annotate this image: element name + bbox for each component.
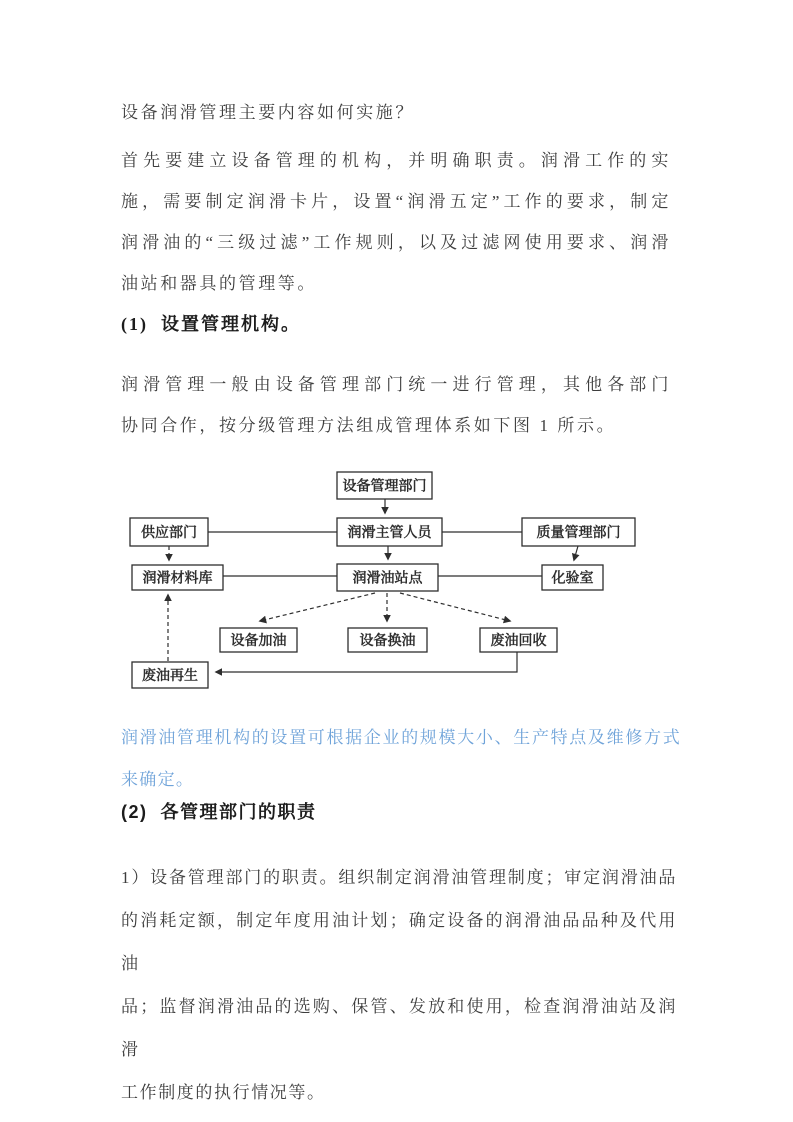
edge-oil-station-to-recovery <box>400 593 510 621</box>
node-material-store <box>132 565 223 590</box>
node-label: 润滑主管人员 <box>347 526 432 541</box>
edge-quality-to-lab <box>574 546 578 560</box>
node-waste-oil-recovery <box>480 628 557 652</box>
intro-paragraph <box>121 140 671 304</box>
text-line: 油站和器具的管理等。 <box>121 274 317 293</box>
node-label: 润滑材料库 <box>142 571 213 587</box>
node-label: 质量管理部门 <box>536 526 621 541</box>
node-label: 供应部门 <box>141 526 197 541</box>
edge-oil-station-to-oiling <box>260 593 375 621</box>
node-equipment-management <box>337 472 432 499</box>
node-label: 设备加油 <box>230 634 287 649</box>
node-waste-oil-regeneration <box>132 662 208 688</box>
section-heading-1: (1) 设置管理机构。 <box>121 314 301 334</box>
node-quality-department <box>522 518 635 546</box>
text-line: 工作制度的执行情况等。 <box>121 1083 326 1102</box>
node-oil-station <box>337 564 438 591</box>
org-chart-figure <box>125 466 645 698</box>
node-equipment-oil-change <box>348 628 427 652</box>
text-line: 润滑油的“三级过滤”工作规则，以及过滤网使用要求、润滑 <box>121 233 671 252</box>
org-paragraph <box>121 364 671 446</box>
doc-title: 设备润滑管理主要内容如何实施？ <box>121 103 415 122</box>
edge-recovery-to-regeneration <box>216 652 517 672</box>
text-line: 首先要建立设备管理的机构，并明确职责。润滑工作的实 <box>121 151 671 170</box>
section-heading-2: (2) 各管理部门的职责 <box>121 802 317 822</box>
node-label: 设备换油 <box>359 634 416 649</box>
text-line: 润滑油管理机构的设置可根据企业的规模大小、生产特点及维修方式 <box>121 728 681 747</box>
node-lube-supervisor <box>337 518 442 546</box>
text-line: 润滑管理一般由设备管理部门统一进行管理，其他各部门 <box>121 375 671 394</box>
node-lab <box>542 565 603 590</box>
node-supply-department <box>130 518 208 546</box>
node-label: 设备管理部门 <box>342 479 427 495</box>
note-paragraph <box>121 717 681 801</box>
text-line: 品；监督润滑油品的选购、保管、发放和使用，检查润滑油站及润滑 <box>121 997 677 1059</box>
node-equipment-oiling <box>220 628 297 652</box>
node-label: 润滑油站点 <box>352 571 423 587</box>
duties-paragraph <box>121 856 677 1114</box>
text-line: 的消耗定额，制定年度用油计划；确定设备的润滑油品品种及代用油 <box>121 911 677 973</box>
text-line: 协同合作，按分级管理方法组成管理体系如下图 1 所示。 <box>121 416 617 435</box>
text-line: 来确定。 <box>121 770 195 789</box>
node-label: 废油回收 <box>490 634 547 649</box>
text-line: 施，需要制定润滑卡片，设置“润滑五定”工作的要求，制定 <box>121 192 671 211</box>
node-label: 化验室 <box>551 571 594 587</box>
node-label: 废油再生 <box>142 669 198 684</box>
text-line: 1）设备管理部门的职责。组织制定润滑油管理制度；审定润滑油品 <box>121 868 677 887</box>
